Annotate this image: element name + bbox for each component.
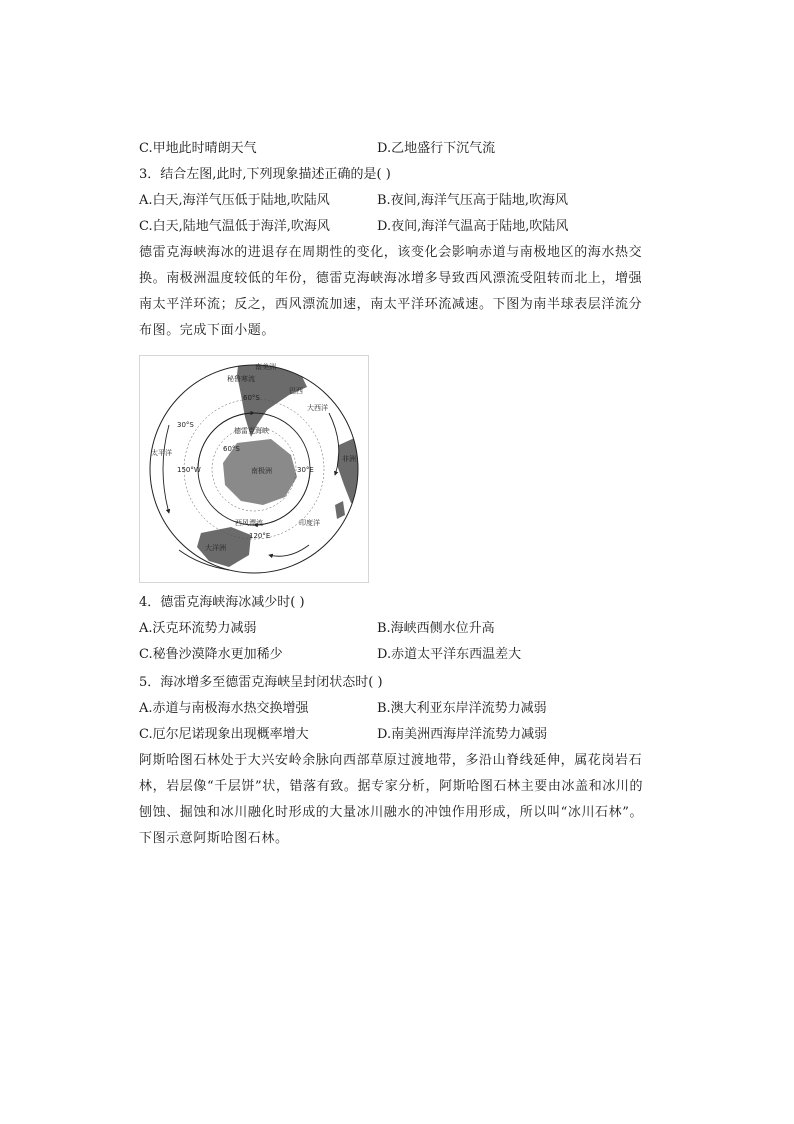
map-label-drake-passage: 德雷克海峡 (234, 427, 269, 435)
q5-option-a: A.赤道与南极海水热交换增强 (139, 701, 309, 716)
passage-line: 刨蚀、掘蚀和冰川融化时形成的大量冰川融水的冲蚀作用形成，所以叫“冰川石林”。 (139, 805, 644, 820)
q2-option-d: D.乙地盛行下沉气流 (377, 141, 496, 156)
passage-line: 下图示意阿斯哈图石林。 (139, 831, 289, 846)
q5-option-d: D.南美洲西海岸洋流势力减弱 (377, 727, 548, 742)
q4-stem: 4．德雷克海峡海冰减少时( ) (139, 595, 305, 610)
passage-stone-forest (139, 748, 659, 852)
map-label-indian: 印度洋 (299, 519, 320, 527)
map-label-lat-60-b: 60°S (223, 445, 240, 453)
map-label-australia: 大洋洲 (205, 544, 226, 552)
map-label-lon-150w: 150°W (177, 466, 201, 474)
q3-option-c: C.白天,陆地气温低于海洋,吹海风 (139, 219, 330, 234)
q3-stem: 3．结合左图,此时,下列现象描述正确的是( ) (139, 167, 391, 182)
q4-option-b: B.海峡西侧水位升高 (377, 621, 495, 636)
q4-option-a: A.沃克环流势力减弱 (139, 621, 257, 636)
q5-option-c: C.厄尔尼诺现象出现概率增大 (139, 727, 309, 742)
map-label-brazil: 巴西 (289, 387, 303, 395)
southern-hemisphere-current-map (139, 355, 369, 583)
q3-option-d: D.夜间,海洋气温高于陆地,吹陆风 (377, 219, 569, 234)
q4-option-c: C.秘鲁沙漠降水更加稀少 (139, 647, 283, 662)
map-label-pacific: 太平洋 (151, 449, 172, 457)
map-label-antarctica: 南极洲 (251, 467, 272, 475)
q2-option-c: C.甲地此时晴朗天气 (139, 141, 257, 156)
passage-line: 布图。完成下面小题。 (139, 323, 276, 338)
q3-option-a: A.白天,海洋气压低于陆地,吹陆风 (139, 193, 330, 208)
passage-line: 南太平洋环流；反之，西风漂流加速，南太平洋环流减速。下图为南半球表层洋流分 (139, 297, 643, 312)
map-label-africa: 非洲 (342, 455, 356, 463)
map-label-lon-30e: 30°E (297, 466, 314, 474)
q3-option-b: B.夜间,海洋气压高于陆地,吹海风 (377, 193, 568, 208)
passage-line: 阿斯哈图石林处于大兴安岭余脉向西部草原过渡地带，多沿山脊线延伸，属花岗岩石 (139, 753, 643, 768)
map-label-lat-60: 60°S (243, 394, 260, 402)
map-label-peru-current: 秘鲁寒流 (227, 375, 255, 383)
passage-line: 德雷克海峡海冰的进退存在周期性的变化，该变化会影响赤道与南极地区的海水热交 (139, 245, 643, 260)
map-label-south-america: 南美洲 (255, 363, 276, 371)
passage-drake (139, 240, 659, 344)
passage-line: 林，岩层像“千层饼”状，错落有致。据专家分析，阿斯哈图石林主要由冰盖和冰川的 (139, 779, 644, 794)
q4-option-d: D.赤道太平洋东西温差大 (377, 647, 522, 662)
map-label-lat-30: 30°S (177, 421, 194, 429)
q5-option-b: B.澳大利亚东岸洋流势力减弱 (377, 701, 547, 716)
map-label-atlantic: 大西洋 (307, 404, 328, 412)
q5-stem: 5．海冰增多至德雷克海峡呈封闭状态时( ) (139, 675, 383, 690)
map-label-lon-120e: 120°E (249, 532, 271, 540)
passage-line: 换。南极洲温度较低的年份，德雷克海峡海冰增多导致西风漂流受阻转而北上，增强 (139, 271, 643, 286)
map-label-west-wind-drift: 西风漂流 (235, 519, 263, 527)
